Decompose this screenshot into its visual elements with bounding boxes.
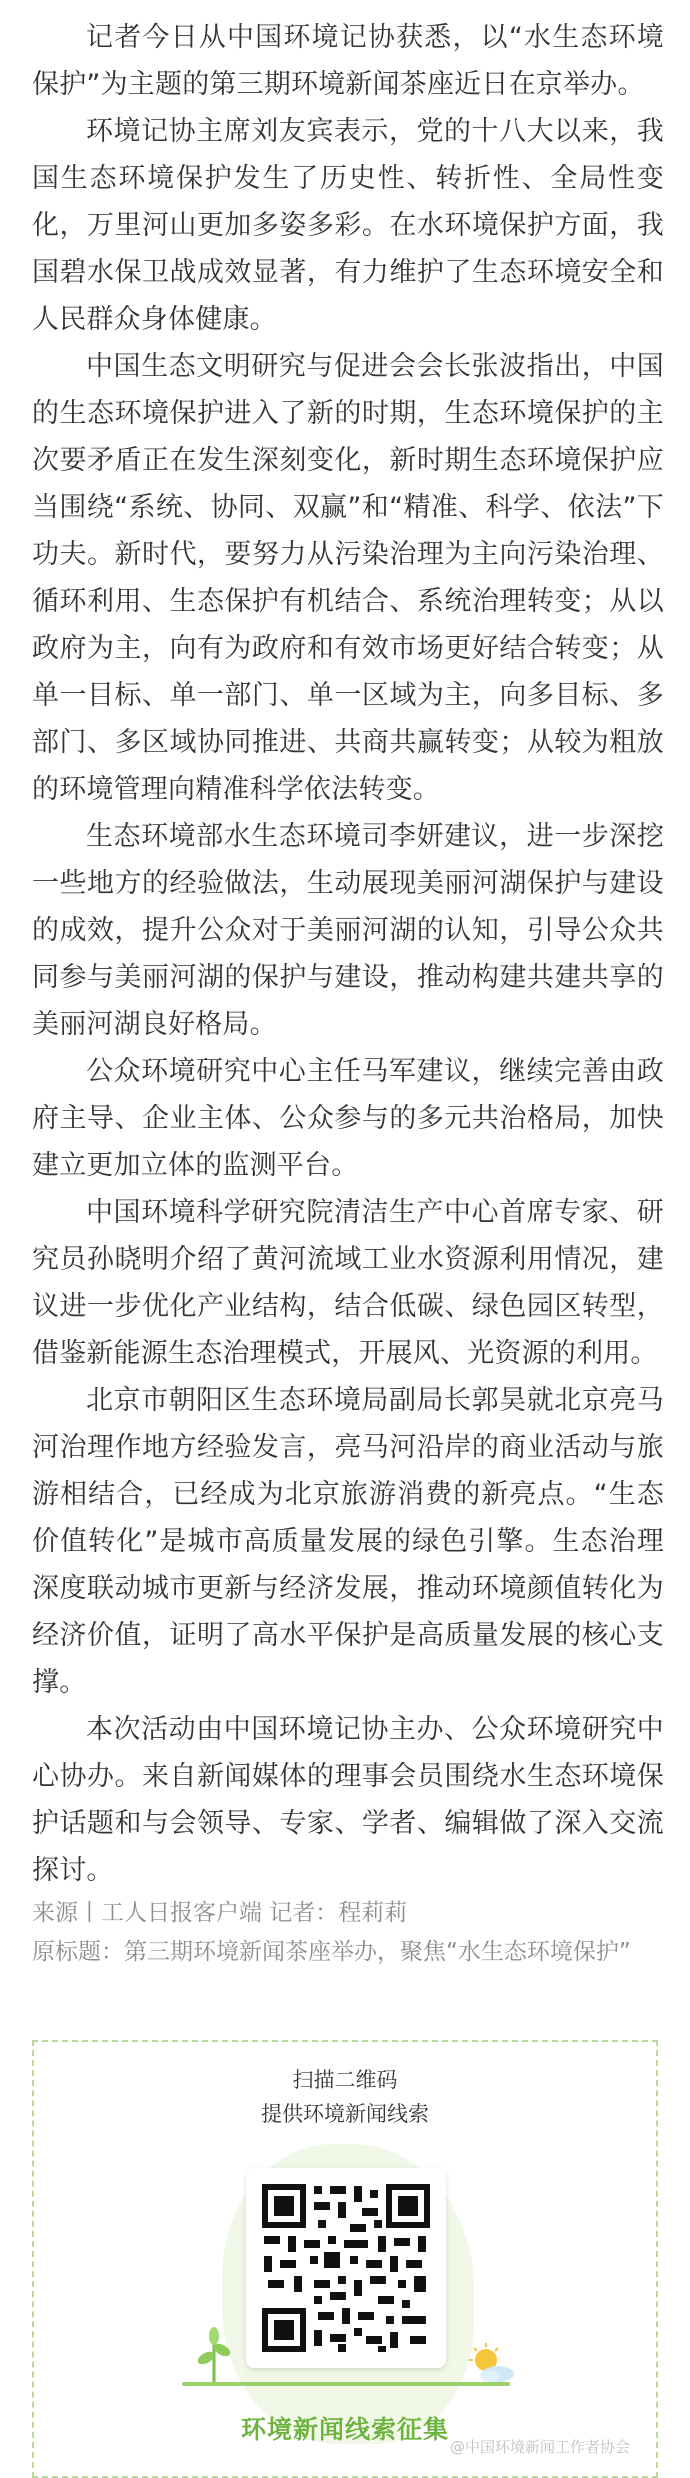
article-paragraph: 中国环境科学研究院清洁生产中心首席专家、研究员孙晓明介绍了黄河流域工业水资源利用情况，建议进一步优化产业结构，结合低碳、绿色园区转型，借鉴新能源生态治理模式，开展风、光资源的利用。 bbox=[32, 1197, 664, 1369]
article-paragraph: 本次活动由中国环境记协主办、公众环境研究中心协办。来自新闻媒体的理事会员围绕水生态环境保护话题和与会领导、专家、学者、编辑做了深入交流探讨。 bbox=[32, 1714, 664, 1886]
article-paragraph: 中国生态文明研究与促进会会长张波指出，中国的生态环境保护进入了新的时期，生态环境保护的主次要矛盾正在发生深刻变化，新时期生态环境保护应当围绕“系统、协同、双赢”和“精准、科学、依法”下功夫。新时代，要努力从污染治理为主向污染治理、循环利用、生态保护有机结合、系统治理转变；从以政府为主，向有为政府和有效市场更好结合转变；从单一目标、单一部门、单一区域为主，向多目标、多部门、多区域协同推进、共商共赢转变；从较为粗放的环境管理向精准科学依法转变。 bbox=[32, 351, 664, 805]
promo-subtitle: 提供环境新闻线索 bbox=[261, 2102, 429, 2126]
plant-icon bbox=[194, 2324, 234, 2384]
news-tip-promo-card bbox=[32, 2040, 658, 2478]
original-title-line: 原标题：第三期环境新闻茶座举办，聚焦“水生态环境保护” bbox=[32, 1939, 631, 1965]
promo-title: 环境新闻线索征集 bbox=[240, 2415, 449, 2444]
source-line: 来源丨工人日报客户端 记者：程莉莉 bbox=[32, 1900, 408, 1926]
article-paragraph: 环境记协主席刘友宾表示，党的十八大以来，我国生态环境保护发生了历史性、转折性、全局性变化，万里河山更加多姿多彩。在水环境保护方面，我国碧水保卫战成效显著，有力维护了生态环境安全和人民群众身体健康。 bbox=[32, 116, 664, 335]
qr-code-icon[interactable] bbox=[258, 2180, 434, 2356]
article-paragraph: 公众环境研究中心主任马军建议，继续完善由政府主导、企业主体、公众参与的多元共治格局，加快建立更加立体的监测平台。 bbox=[32, 1056, 664, 1181]
promo-scan-text: 扫描二维码 bbox=[292, 2068, 398, 2092]
qr-code-card[interactable] bbox=[246, 2168, 446, 2368]
sun-cloud-icon bbox=[464, 2342, 520, 2386]
article-body bbox=[32, 14, 664, 1972]
ground-line bbox=[182, 2382, 510, 2386]
watermark: @中国环境新闻工作者协会 bbox=[449, 2438, 630, 2456]
article-paragraph: 生态环境部水生态环境司李妍建议，进一步深挖一些地方的经验做法，生动展现美丽河湖保护与建设的成效，提升公众对于美丽河湖的认知，引导公众共同参与美丽河湖的保护与建设，推动构建共建共享的美丽河湖良好格局。 bbox=[32, 821, 664, 1040]
article-paragraph: 北京市朝阳区生态环境局副局长郭昊就北京亮马河治理作地方经验发言，亮马河沿岸的商业活动与旅游相结合，已经成为北京旅游消费的新亮点。“生态价值转化”是城市高质量发展的绿色引擎。生态治理深度联动城市更新与经济发展，推动环境颜值转化为经济价值，证明了高水平保护是高质量发展的核心支撑。 bbox=[32, 1385, 664, 1698]
article-meta bbox=[32, 1894, 664, 1972]
article-paragraph: 记者今日从中国环境记协获悉，以“水生态环境保护”为主题的第三期环境新闻茶座近日在京举办。 bbox=[32, 22, 664, 100]
